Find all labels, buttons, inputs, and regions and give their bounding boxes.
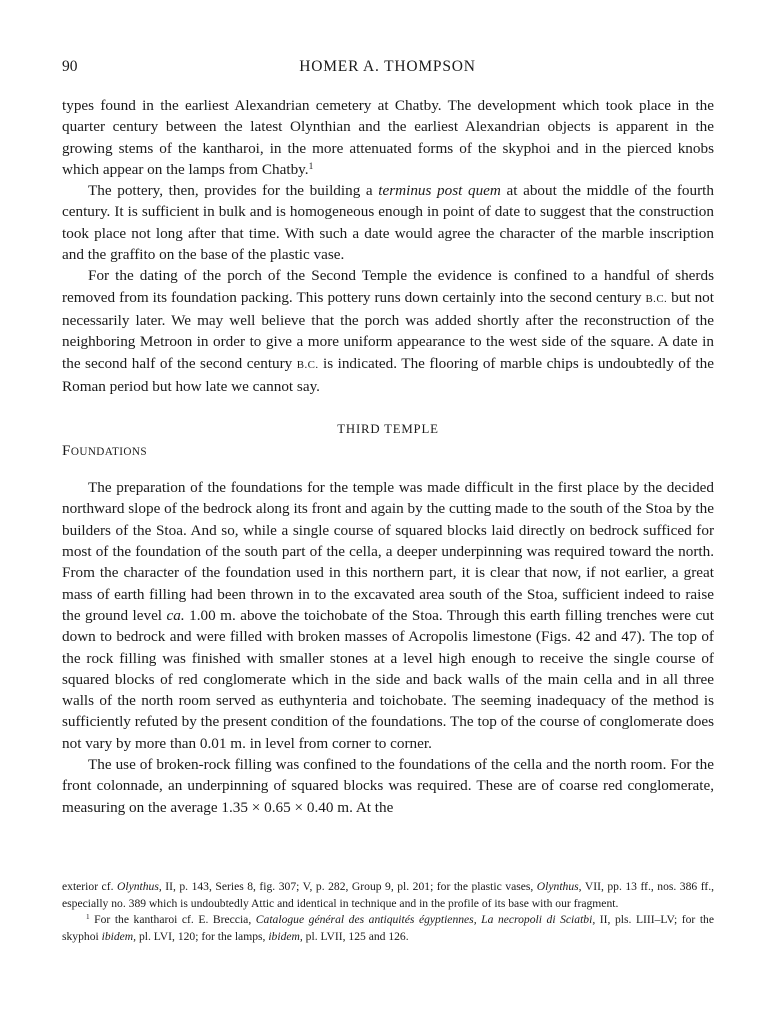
text-run: II, pls. LIII–LV; for the skyphoi [62,913,714,943]
paragraph-5: The use of broken-rock filling was confined to the foundations of the cella and the north room. For the front colonnade, an underpinning of squared blocks was required. These are of coarse red conglomerate, measuring on the average 1.35 × 0.65 × 0.40 m. At the [62,756,714,816]
footnote-ref-1: 1 [308,161,314,172]
text-run: pl. LVII, 125 and 126. [302,929,409,943]
paragraph-2 [62,180,714,265]
italic-title: Olynthus, [536,880,582,893]
paragraph-1 [62,95,714,180]
text-run: II, p. 143, Series 8, fig. 307; V, p. 282, Group 9, pl. 201; for the plastic vases, [161,880,537,893]
running-head: HOMER A. THOMPSON [299,58,476,75]
text-run: The preparation of the foundations for the temple was made difficult in the first place by the decided northward slope of the bedrock along its front and again by the cutting made to the south of the Stoa by the builders of the Stoa. And so, while a single course of squared blocks laid directly on bedrock sufficed for most of the foundation of the south part of the cella, a deeper underpinning was required toward the north. From the character of the foundation used in this northern part, it is clear that now, if not earlier, a great mass of earth filling had been thrown in to the excavated area south of the Stoa, sufficient indeed to raise the ground level [62,479,714,624]
italic-title: Catalogue général des antiquités égyptiennes, La necropoli di Sciatbi, [255,913,596,926]
subheading-rest: OUNDATIONS [70,446,147,459]
italic-title: ibidem, [101,929,137,943]
text-run: The pottery, then, provides for the building a [88,182,379,200]
subheading-initial: F [62,442,71,460]
subsection-heading [62,440,714,463]
text-run: exterior cf. [62,880,117,893]
footnotes [62,879,714,945]
paragraph-3 [62,265,714,397]
text-run: For the dating of the porch of the Second Temple the evidence is confined to a handful of sherds removed from its foundation packing. This pottery runs down certainly into the second century [62,267,714,306]
text-run: is indicated. The flooring of marble chips is undoubtedly of the Roman period but how late we cannot say. [62,354,715,395]
text-run: For the kantharoi cf. E. Breccia, [89,913,256,926]
footnote-continuation [62,879,714,912]
text-run: VII, pp. 13 ff., nos. 386 ff., especially no. 389 which is undoubtedly Attic and identical in technique and in the profile of its base with our fragment. [62,880,715,910]
text-run: pl. LVI, 120; for the lamps, [136,929,269,943]
era-abbreviation: B.C. [296,358,319,371]
text-run: 1.00 m. above the toichobate of the Stoa. Through this earth filling trenches were cut down to bedrock and were filled with broken masses of Acropolis limestone (Figs. 42 and 47). The top of the rock filling was finished with smaller stones at a level high enough to receive the single course of squared blocks of red conglomerate which in the side and back walls of the main cella and in all three walls of the north room served as euthynteria and toichobate. The seeming inadequacy of the method is sufficiently refuted by the present condition of the foundations. The top of the course of conglomerate does not vary by more than 0.01 m. in level from corner to corner. [62,606,714,752]
text-run: but not necessarily later. We may well believe that the porch was added shortly after the reconstruction of the neighboring Metroon in order to give a more uniform appearance to the west side of the square. A date in the second half of the second century [62,288,714,372]
page-header [62,58,713,80]
italic-title: Olynthus, [116,880,162,893]
footnote-1 [62,912,714,945]
text-run: at about the middle of the fourth century. It is sufficient in bulk and is homogeneous enough in point of date to suggest that the construction took place not long after that time. With such a date would agree the character of the marble inscription and the graffito on the base of the plastic vase. [62,182,714,264]
era-abbreviation: B.C. [645,292,668,305]
paragraph-4 [62,477,714,754]
page-number: 90 [62,58,78,75]
section-heading: THIRD TEMPLE [337,422,439,437]
italic-title: ibidem, [268,929,303,943]
paragraph-1-text: types found in the earliest Alexandrian cemetery at Chatby. The development which took place in the quarter century between the latest Olynthian and the earliest Alexandrian objects is apparent in the growing stems of the kantharoi, in the more attenuated forms of the skyphoi and in the pierced knobs which appear on the lamps from Chatby. [62,97,714,178]
main-text [62,95,714,818]
italic-term: terminus post quem [378,182,501,200]
footnote-number: 1 [86,913,90,922]
italic-abbreviation: ca. [166,606,185,624]
